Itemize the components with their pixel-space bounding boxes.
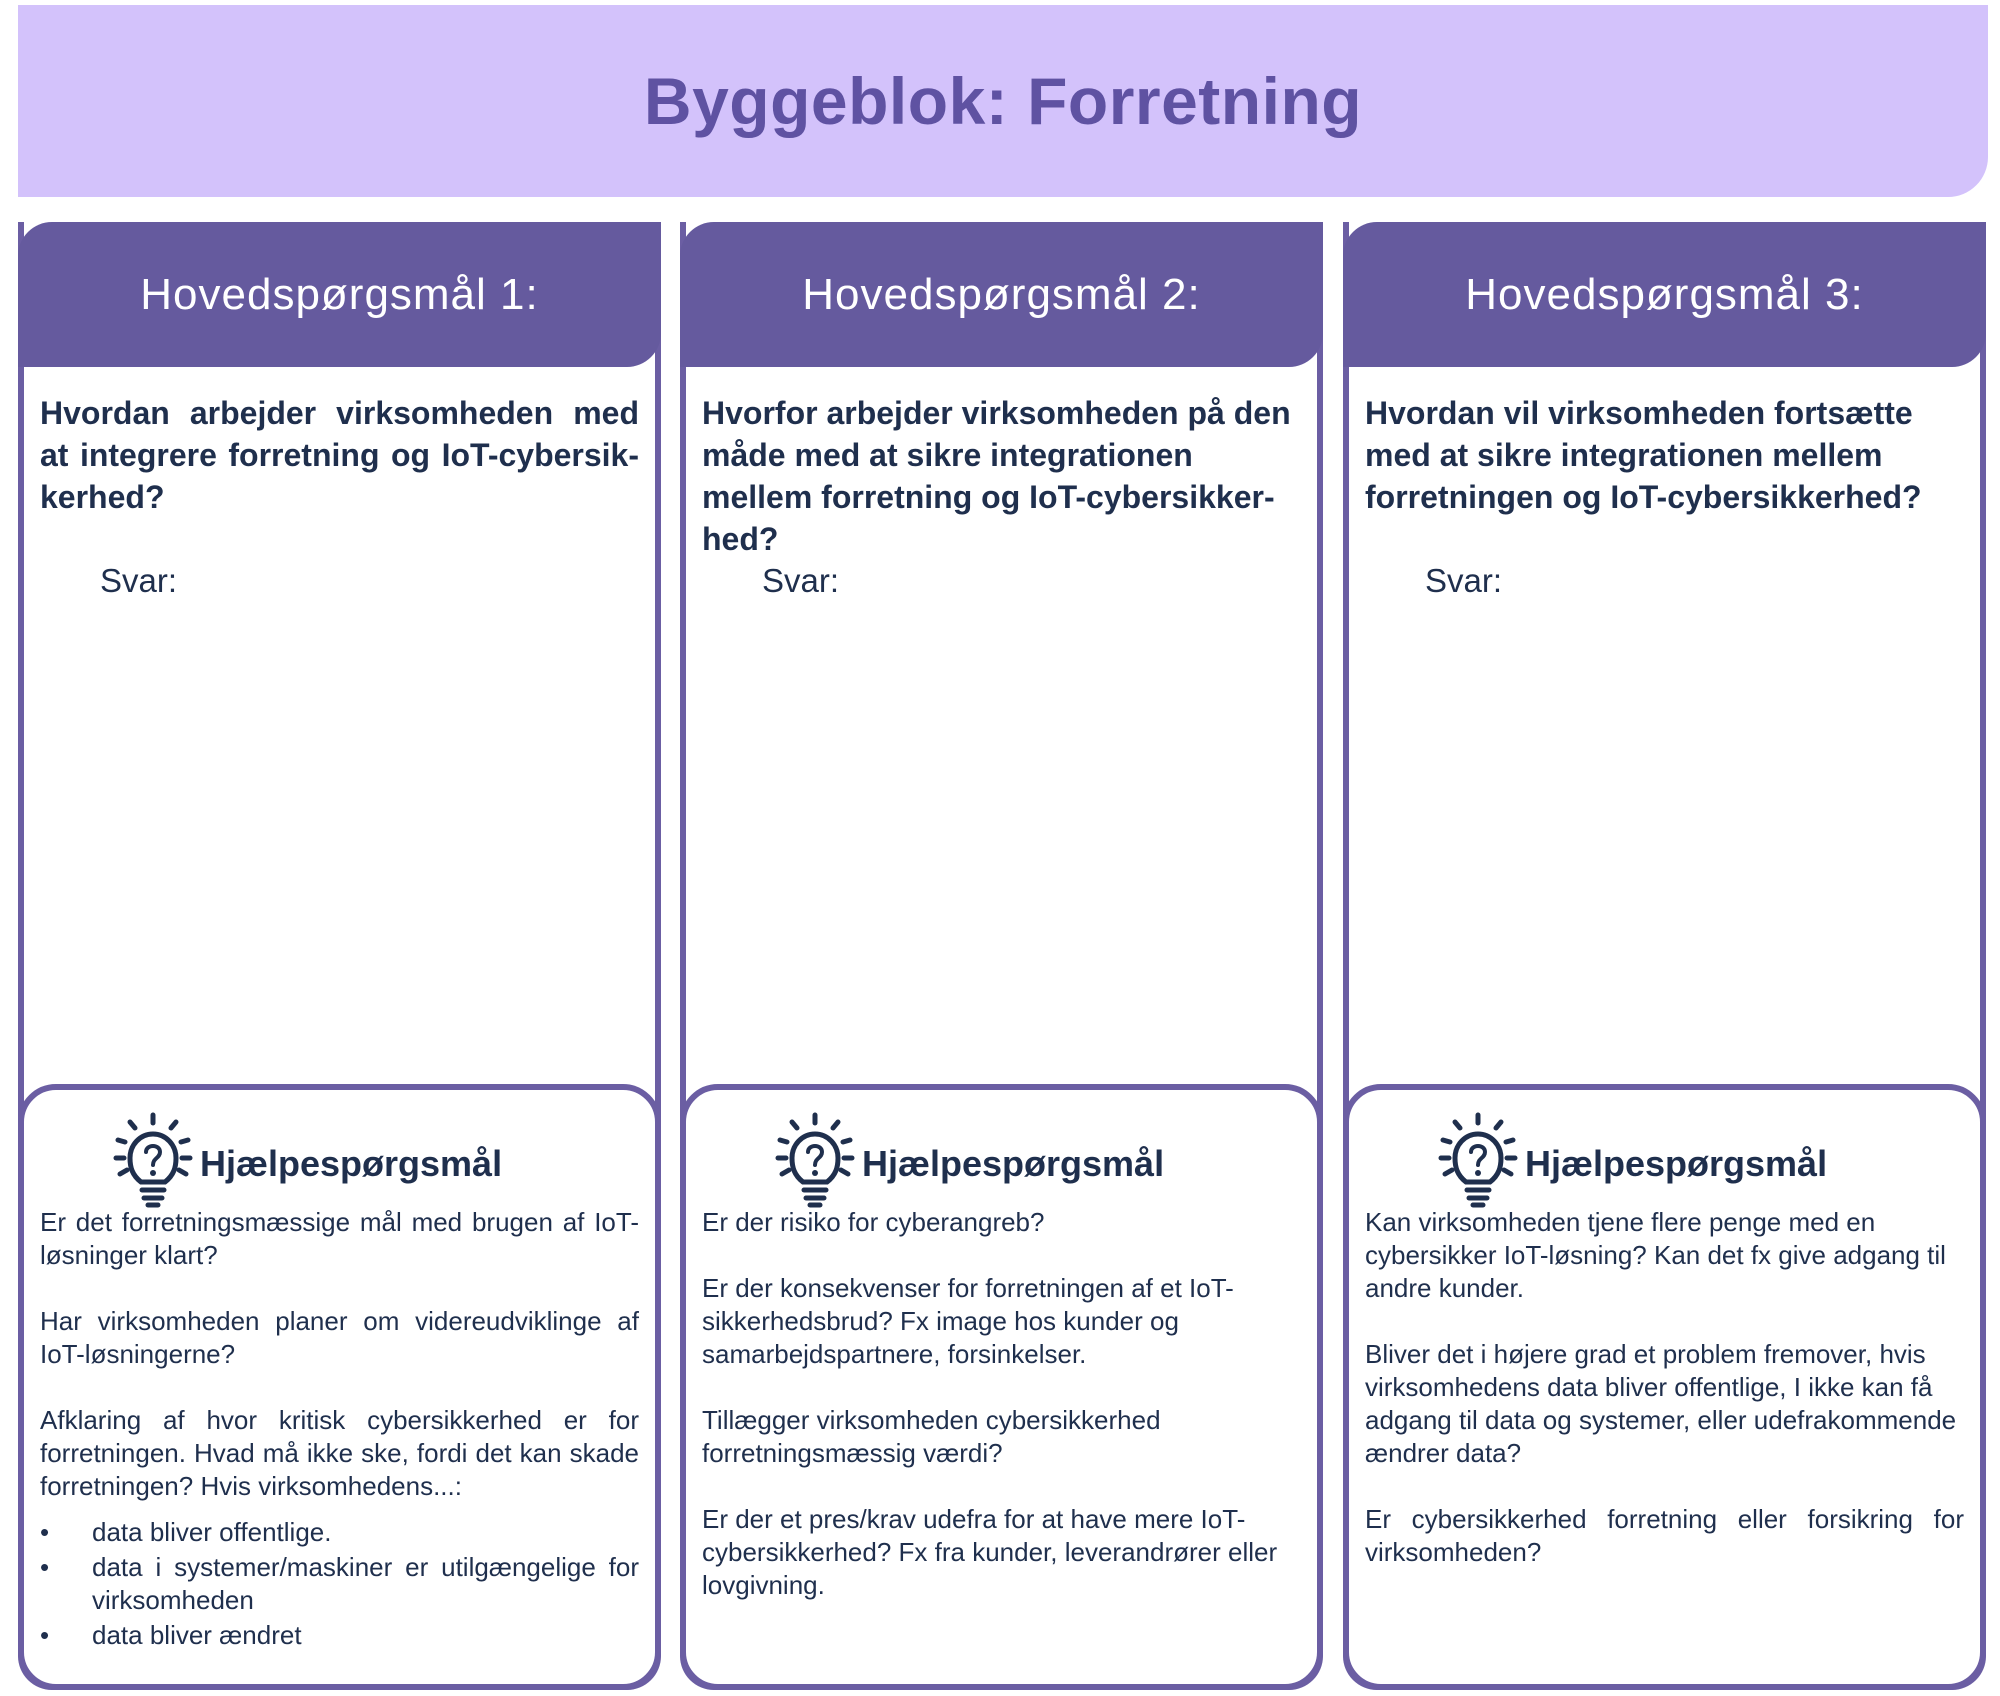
answer-label: Svar:	[100, 562, 178, 599]
help-bullet: • data bliver offentlige.	[40, 1516, 639, 1549]
help-questions-text	[702, 1206, 1301, 1635]
column-header-2	[680, 222, 1323, 367]
main-question: Hvordan vil virksomheden fortsætte med at sikre integrationen mellem forretningen og IoT-cybersikkerhed?	[1365, 395, 1922, 515]
page-title: Byggeblok: Forretning	[643, 64, 1363, 138]
help-questions-box	[18, 1084, 661, 1690]
help-question: Tillægger virksomheden cybersikkerhed forretningsmæssig værdi?	[702, 1405, 1161, 1468]
main-question: Hvordan arbejder virksomheden med at integrere forretning og IoT-cybersik-kerhed?	[40, 395, 639, 515]
help-question: Er det forretningsmæssige mål med brugen af IoT-løsninger klart?	[40, 1207, 639, 1270]
question-column-1	[18, 222, 661, 1690]
answer-label: Svar:	[1425, 562, 1503, 599]
help-bullet-list	[40, 1516, 639, 1652]
lightbulb-question-icon	[1435, 1112, 1521, 1208]
main-question: Hvorfor arbejder virksomheden på den måde med at sikre integrationen mellem forretning og IoT-cybersikker-hed?	[702, 395, 1291, 557]
question-column-3	[1343, 222, 1986, 1690]
help-bullet: • data bliver ændret	[40, 1619, 639, 1652]
help-question: Bliver det i højere grad et problem fremover, hvis virksomhedens data bliver offentlige, I ikke kan få adgang til data og systemer, eller udefrakommende ændrer data?	[1365, 1339, 1957, 1468]
help-bullet: • data i systemer/maskiner er utilgængelige for virksomheden	[40, 1551, 639, 1617]
help-questions-text	[1365, 1206, 1964, 1602]
answer-label: Svar:	[762, 562, 840, 599]
help-question: Er der risiko for cyberangreb?	[702, 1207, 1045, 1237]
help-title: Hjælpespørgsmål	[1525, 1143, 1828, 1184]
column-header-1	[18, 222, 661, 367]
help-header	[1435, 1112, 1827, 1208]
help-question: Er der et pres/krav udefra for at have mere IoT-cybersikkerhed? Fx fra kunder, leverandrører eller lovgivning.	[702, 1504, 1278, 1600]
lightbulb-question-icon	[772, 1112, 858, 1208]
help-header	[110, 1112, 502, 1208]
title-banner	[18, 5, 1988, 197]
help-title: Hjælpespørgsmål	[862, 1143, 1165, 1184]
help-questions-text	[40, 1206, 639, 1654]
help-question: Er cybersikkerhed forretning eller forsikring for virksomheden?	[1365, 1504, 1964, 1567]
help-question: Afklaring af hvor kritisk cybersikkerhed er for forretningen. Hvad må ikke ske, fordi det kan skade forretningen? Hvis virksomhedens...:	[40, 1405, 639, 1501]
help-title: Hjælpespørgsmål	[200, 1143, 503, 1184]
help-question: Er der konsekvenser for forretningen af et IoT-sikkerhedsbrud? Fx image hos kunder og samarbejdspartnere, forsinkelser.	[702, 1273, 1234, 1369]
question-column-2	[680, 222, 1323, 1690]
lightbulb-question-icon	[110, 1112, 196, 1208]
help-header	[772, 1112, 1164, 1208]
column-header-label: Hovedspørgsmål 1:	[140, 269, 539, 319]
help-questions-box	[680, 1084, 1323, 1690]
help-question: Kan virksomheden tjene flere penge med en cybersikker IoT-løsning? Kan det fx give adgang til andre kunder.	[1365, 1207, 1946, 1303]
column-header-label: Hovedspørgsmål 3:	[1465, 269, 1864, 319]
help-questions-box	[1343, 1084, 1986, 1690]
column-header-3	[1343, 222, 1986, 367]
column-header-label: Hovedspørgsmål 2:	[802, 269, 1201, 319]
help-question: Har virksomheden planer om videreudviklinge af IoT-løsningerne?	[40, 1306, 639, 1369]
